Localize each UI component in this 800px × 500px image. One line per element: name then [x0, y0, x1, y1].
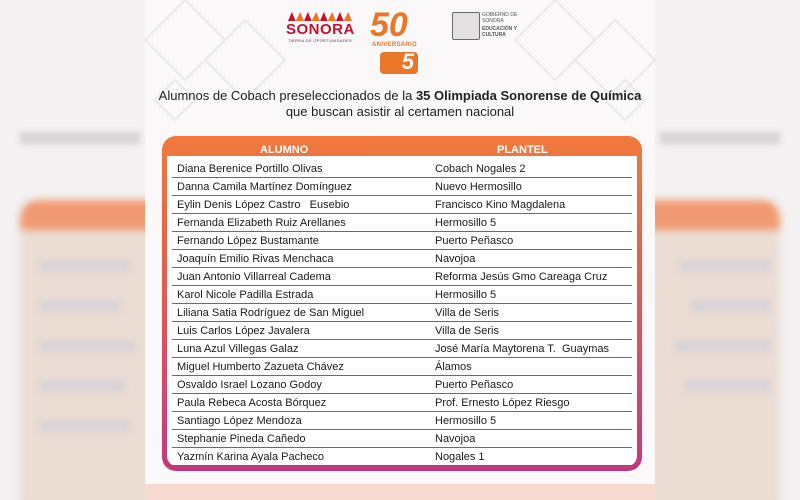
table-row [172, 160, 632, 178]
header-plantel: PLANTEL [497, 144, 548, 156]
header-alumno: ALUMNO [260, 144, 309, 156]
anniversary-label: ANIVERSARIO [372, 42, 417, 48]
cell-plantel: Puerto Peñasco [435, 379, 514, 391]
cell-alumno: Yazmín Karina Ayala Pacheco [177, 451, 324, 463]
headline [145, 88, 655, 120]
cell-plantel: Álamos [435, 361, 472, 373]
headline-bold: 35 Olimpiada Sonorense de Química [415, 88, 642, 103]
cell-plantel: Francisco Kino Magdalena [435, 199, 566, 211]
table-row [172, 304, 632, 322]
table-row [172, 394, 632, 412]
cell-plantel: Cobach Nogales 2 [435, 163, 526, 175]
table-row [172, 376, 632, 394]
table-header [162, 142, 642, 158]
cell-plantel: Navojoa [435, 433, 476, 445]
cell-alumno: Luna Azul Villegas Galaz [177, 343, 299, 355]
cell-alumno: Miguel Humberto Zazueta Chávez [177, 361, 344, 373]
blurred-background-left [0, 0, 145, 500]
cell-alumno: Liliana Satia Rodríguez de San Miguel [177, 307, 365, 319]
cell-plantel: Prof. Ernesto López Riesgo [435, 397, 570, 409]
bottom-strip [145, 484, 655, 500]
table-row [172, 268, 632, 286]
cell-alumno: Danna Camila Martínez Domínguez [177, 181, 352, 193]
sonora-logo-word: SONORA [286, 21, 355, 38]
table-row [172, 340, 632, 358]
headline-prefix: Alumnos de Cobach preseleccionados de la [158, 88, 416, 103]
table-row [172, 448, 632, 466]
sonora-crown-icon [288, 12, 352, 21]
cell-alumno: Santiago López Mendoza [177, 415, 302, 427]
cell-alumno: Fernando López Bustamante [177, 235, 319, 247]
table-row [172, 286, 632, 304]
anniversary-logo [368, 6, 430, 76]
government-logo [452, 12, 522, 42]
cell-alumno: Luis Carlos López Javalera [177, 325, 310, 337]
cell-plantel: Hermosillo 5 [435, 415, 497, 427]
cell-plantel: Navojoa [435, 253, 476, 265]
cell-alumno: Fernanda Elizabeth Ruiz Arellanes [177, 217, 346, 229]
cell-plantel: Puerto Peñasco [435, 235, 514, 247]
cell-plantel: Nogales 1 [435, 451, 485, 463]
table-row [172, 430, 632, 448]
cell-alumno: Osvaldo Israel Lozano Godoy [177, 379, 322, 391]
cell-alumno: Joaquín Emilio Rivas Menchaca [177, 253, 334, 265]
table-row [172, 214, 632, 232]
cell-alumno: Juan Antonio Villarreal Cadema [177, 271, 331, 283]
anniversary-mark-icon [380, 49, 418, 74]
sonora-logo [286, 12, 354, 44]
table-row [172, 412, 632, 430]
table-row [172, 250, 632, 268]
blurred-background-right [655, 0, 800, 500]
table-row [172, 178, 632, 196]
table-row [172, 196, 632, 214]
cell-plantel: José María Maytorena T. Guaymas [435, 343, 610, 355]
gov-logo-line1: GOBIERNO DE SONORA [482, 12, 518, 24]
sonora-logo-tagline: TIERRA DE OPORTUNIDADES [288, 38, 352, 43]
anniversary-number: 50 [370, 6, 408, 44]
cell-plantel: Reforma Jesús Gmo Careaga Cruz [435, 271, 608, 283]
cell-plantel: Villa de Seris [435, 307, 499, 319]
cell-plantel: Nuevo Hermosillo [435, 181, 522, 193]
table-row [172, 358, 632, 376]
cell-plantel: Villa de Seris [435, 325, 499, 337]
state-seal-icon [452, 12, 480, 40]
table-row [172, 232, 632, 250]
table-row [172, 322, 632, 340]
cell-alumno: Stephanie Pineda Cañedo [177, 433, 306, 445]
headline-line2: que buscan asistir al certamen nacional [285, 104, 515, 119]
gov-logo-line2: EDUCACIÓN Y CULTURA [482, 26, 517, 38]
cell-plantel: Hermosillo 5 [435, 217, 497, 229]
cell-alumno: Karol Nicole Padilla Estrada [177, 289, 314, 301]
cell-alumno: Diana Berenice Portillo Olivas [177, 163, 323, 175]
cell-alumno: Paula Rebeca Acosta Bórquez [177, 397, 327, 409]
cell-plantel: Hermosillo 5 [435, 289, 497, 301]
cell-alumno: Eylin Denis López Castro Eusebio [177, 199, 350, 211]
anniversary-mark-text: 5 [401, 49, 414, 74]
